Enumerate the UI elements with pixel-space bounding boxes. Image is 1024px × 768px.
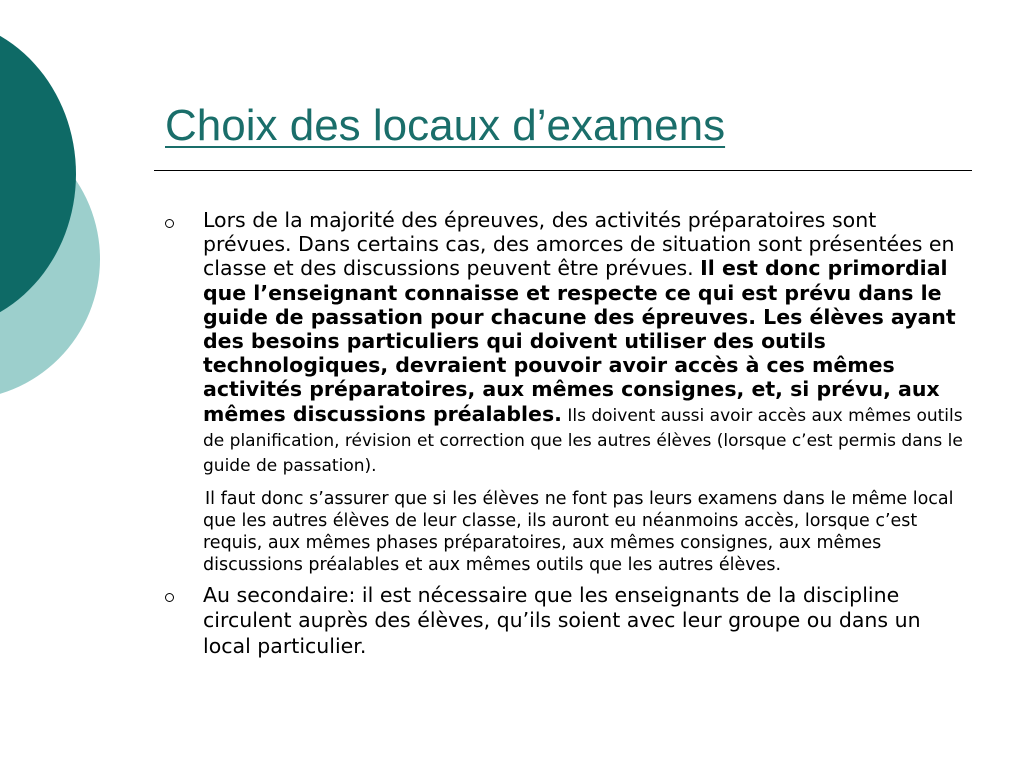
slide-title: Choix des locaux d’examens bbox=[165, 101, 726, 150]
bullet-item-2 bbox=[158, 583, 970, 660]
bullet-2-text: Au secondaire: il est nécessaire que les enseignants de la discipline circulent auprès des élèves, qu’ils soient avec leur groupe ou dans un local particulier. bbox=[203, 582, 921, 658]
title-divider bbox=[154, 170, 972, 171]
bullet-1-small-text: Ils doivent aussi avoir accès aux mêmes outils de planification, révision et correction que les autres élèves (lorsque c’est permis dans le guide de passation). bbox=[203, 405, 963, 477]
hollow-circle-bullet-icon bbox=[165, 219, 174, 228]
bullet-1-continuation-paragraph: Il faut donc s’assurer que si les élèves ne font pas leurs examens dans le même local que les autres élèves de leur classe, ils auront eu néanmoins accès, lorsque c’est requis, aux mêmes phases préparatoires, aux mêmes consignes, aux mêmes discussions préalables et aux mêmes outils que les autres élèves. bbox=[203, 488, 954, 576]
bullet-1-normal-text: Lors de la majorité des épreuves, des activités préparatoires sont prévues. Dans certains cas, des amorces de situation sont présentées en classe et des discussions peuvent être prévues. bbox=[203, 208, 955, 281]
slide-body bbox=[158, 208, 970, 659]
bullet-item-1 bbox=[158, 208, 970, 478]
bullet-1-text bbox=[203, 208, 970, 478]
hollow-circle-bullet-icon bbox=[165, 593, 174, 602]
bullet-1-bold-text: Il est donc primordial que l’enseignant connaisse et respecte ce qui est prévu dans le guide de passation pour chacune des épreuves. Les élèves ayant des besoins particuliers qui doivent utiliser des outils technologiques, devraient pouvoir avoir accès à ces mêmes activités préparatoires, aux mêmes consignes, et, si prévu, aux mêmes discussions préalables. bbox=[203, 256, 956, 426]
